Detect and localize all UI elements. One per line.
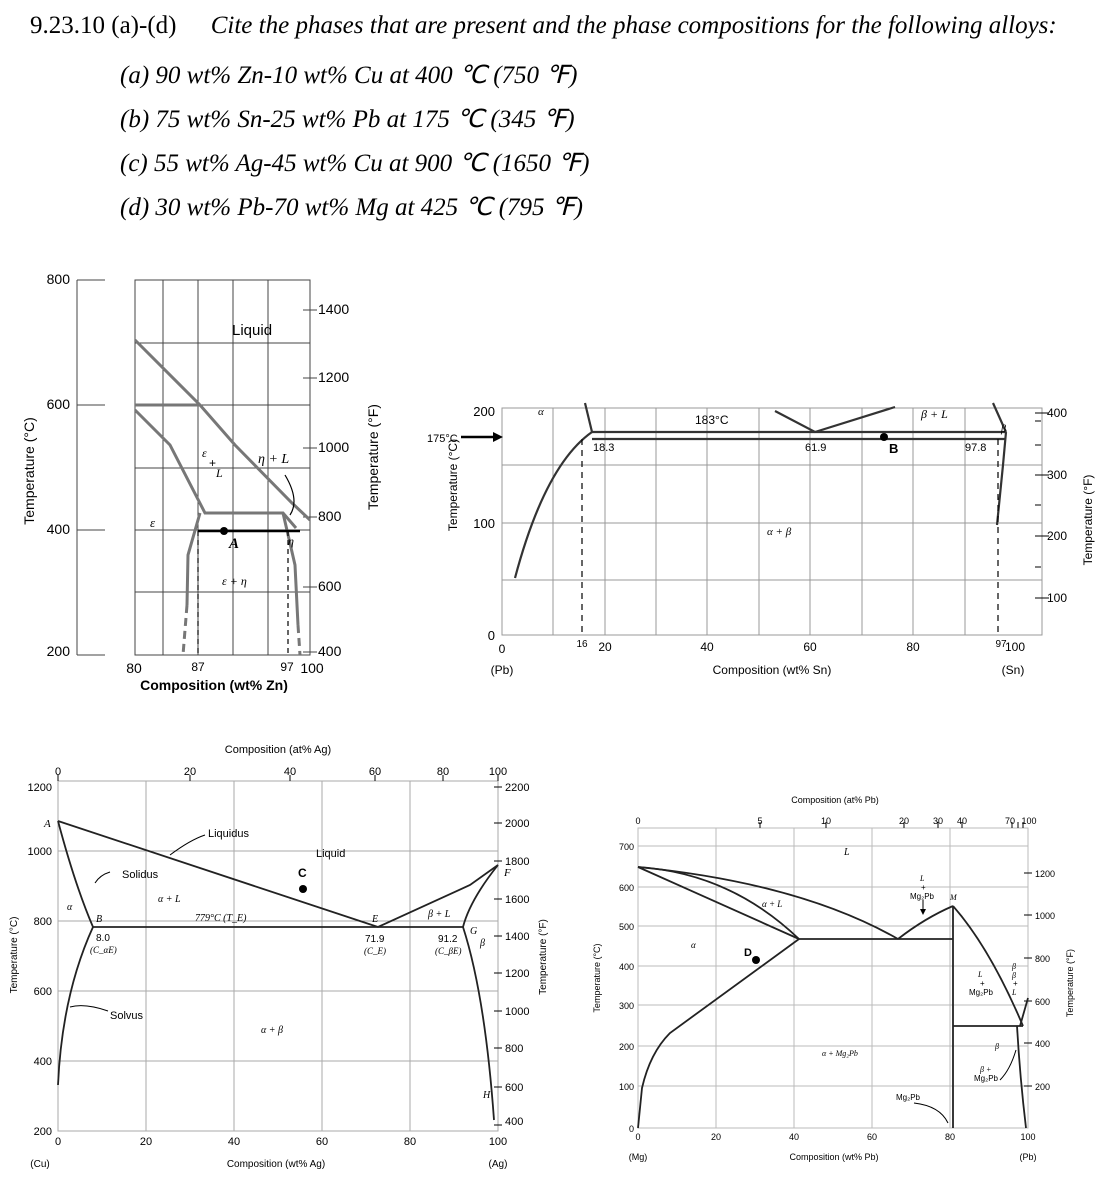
a-ftick-600: 600	[318, 578, 342, 594]
c-ytick-800: 800	[33, 916, 52, 928]
b-xtick-16: 16	[576, 639, 588, 650]
c-alpha: α	[67, 902, 73, 913]
a-plus: +	[209, 456, 217, 470]
c-beta-L: β + L	[428, 909, 451, 920]
b-ytick-100: 100	[473, 516, 495, 531]
b-beta: β	[1001, 424, 1006, 435]
c-alpha-beta: α + β	[261, 1025, 283, 1036]
diagram-d-mg-pb	[580, 788, 1104, 1180]
d-end-right: (Pb)	[1019, 1152, 1037, 1162]
d-xlabel: Composition (wt% Pb)	[789, 1152, 879, 1162]
d-ftick-1200: 1200	[1035, 869, 1056, 879]
a-xlabel: Composition (wt% Zn)	[140, 677, 288, 693]
a-ytick-800: 800	[46, 271, 70, 287]
d-L-mg: L	[920, 874, 925, 883]
c-ytick-1000: 1000	[27, 846, 52, 858]
diagram-b-pb-sn	[425, 395, 1104, 695]
d-ylabel: Temperature (°C)	[592, 943, 602, 1013]
c-c2: 71.9	[365, 934, 385, 945]
c-ttick-100: 100	[488, 766, 508, 778]
c-end-left: (Cu)	[30, 1159, 50, 1170]
d-L: L	[844, 847, 850, 858]
b-end-right: (Sn)	[1001, 663, 1025, 677]
d-b-mg1: β +	[980, 1065, 992, 1074]
a-xtick-100: 100	[300, 660, 324, 676]
d-ttick-100: 100	[1021, 816, 1037, 826]
a-xtick-97: 97	[280, 660, 294, 674]
d-xtick-80: 80	[944, 1132, 956, 1142]
b-ftick-400: 400	[1047, 406, 1068, 420]
a-ylabel: Temperature (°C)	[21, 417, 37, 525]
c-ftick-1400: 1400	[505, 931, 530, 943]
d-ytick-500: 500	[618, 922, 634, 932]
d-L-mg2: +	[921, 883, 926, 892]
c-ftick-1000: 1000	[505, 1006, 530, 1018]
b-arrow-label: 175°C	[427, 433, 458, 445]
d-ytick-100: 100	[618, 1082, 634, 1092]
a-liquid: Liquid	[232, 322, 273, 339]
question-number: 9.23.10 (a)-(d)	[30, 12, 177, 39]
c-ytick-600: 600	[33, 986, 52, 998]
c-G: G	[470, 926, 478, 937]
b-ylabel-f: Temperature (°F)	[1081, 474, 1095, 566]
c-xtick-60: 60	[315, 1136, 329, 1148]
d-ttick-0: 0	[635, 816, 641, 826]
a-ytick-200: 200	[46, 643, 70, 659]
a-eps: ε	[202, 446, 207, 460]
d-ytick-200: 200	[618, 1042, 634, 1052]
d-ftick-800: 800	[1035, 954, 1051, 964]
c-c2s: (C_E)	[364, 946, 386, 956]
b-xtick-20: 20	[598, 640, 612, 654]
a-eps-eta: ε + η	[222, 574, 247, 588]
d-M: M	[950, 893, 957, 902]
b-xlabel: Composition (wt% Sn)	[712, 663, 832, 677]
c-ttick-0: 0	[54, 766, 62, 778]
b-ftick-300: 300	[1047, 468, 1068, 482]
d-xtick-60: 60	[866, 1132, 878, 1142]
part-c: (c) 55 wt% Ag-45 wt% Cu at 900 ℃ (1650 ℉)	[120, 150, 590, 177]
d-bL2: +	[1013, 979, 1018, 988]
c-ftick-2200: 2200	[505, 782, 530, 794]
c-xtick-100: 100	[488, 1136, 508, 1148]
b-end-left: (Pb)	[490, 663, 514, 677]
a-eps2: ε	[150, 515, 156, 530]
d-xtick-40: 40	[788, 1132, 800, 1142]
d-L-mg3: Mg₂Pb	[910, 892, 935, 901]
c-xlabel: Composition (wt% Ag)	[226, 1159, 326, 1170]
d-ytick-700: 700	[618, 842, 634, 852]
d-beta2: β	[995, 1042, 999, 1051]
c-beta: β	[480, 938, 485, 949]
c-c3s: (C_βE)	[435, 946, 462, 956]
b-ftick-200: 200	[1047, 529, 1068, 543]
b-xtick-97: 97	[995, 639, 1007, 650]
c-xtick-40: 40	[227, 1136, 241, 1148]
d-ttick-70: 70	[1004, 816, 1016, 826]
b-c1: 18.3	[593, 442, 615, 454]
c-ylabel: Temperature (°C)	[9, 916, 20, 994]
b-ftick-100: 100	[1047, 591, 1068, 605]
d-bL1: β	[1012, 971, 1016, 980]
d-ftick-400: 400	[1035, 1039, 1051, 1049]
a-point-label: A	[229, 536, 240, 552]
a-ytick-600: 600	[46, 396, 70, 412]
c-ytick-1200: 1200	[27, 782, 52, 794]
c-ftick-1800: 1800	[505, 856, 530, 868]
d-end-left: (Mg)	[628, 1152, 648, 1162]
c-solvus: Solvus	[110, 1010, 144, 1022]
d-a-mg: α + Mg₂Pb	[822, 1049, 858, 1058]
d-ftick-600: 600	[1035, 997, 1051, 1007]
c-xtick-0: 0	[54, 1136, 62, 1148]
c-point-label: C	[298, 866, 307, 880]
b-c2: 61.9	[805, 442, 827, 454]
b-alpha-beta: α + β	[767, 526, 792, 538]
b-point-label: B	[889, 441, 899, 456]
part-a: (a) 90 wt% Zn-10 wt% Cu at 400 ℃ (750 ℉)	[120, 62, 578, 89]
d-ftick-200: 200	[1035, 1082, 1051, 1092]
c-F: F	[504, 867, 511, 879]
c-H: H	[483, 1090, 491, 1101]
a-xtick-87: 87	[191, 660, 205, 674]
d-ttick-40: 40	[956, 816, 968, 826]
b-beta-L: β + L	[921, 407, 948, 421]
diagram-a-cu-zn	[0, 265, 400, 705]
c-ttick-80: 80	[436, 766, 450, 778]
d-b-mg2: Mg₂Pb	[974, 1074, 999, 1083]
d-alpha: α	[691, 940, 696, 950]
question-header	[30, 12, 1057, 40]
b-xtick-60: 60	[803, 640, 817, 654]
c-ttick-20: 20	[183, 766, 197, 778]
c-liquid: Liquid	[316, 848, 346, 860]
c-xtick-20: 20	[139, 1136, 153, 1148]
c-ftick-1200: 1200	[505, 968, 530, 980]
c-alpha-L: α + L	[158, 894, 181, 905]
a-eta-L: η + L	[258, 452, 290, 467]
c-ytick-200: 200	[33, 1126, 52, 1138]
d-xtick-0: 0	[635, 1132, 641, 1142]
c-ftick-400: 400	[505, 1116, 524, 1128]
d-xtick-20: 20	[710, 1132, 722, 1142]
c-top-label: Composition (at% Ag)	[224, 744, 332, 756]
d-ttick-30: 30	[932, 816, 944, 826]
b-xtick-100: 100	[1004, 640, 1026, 654]
d-point-label: D	[744, 947, 752, 959]
d-alpha-L: α + L	[762, 899, 783, 909]
c-ylabel-f: Temperature (°F)	[538, 919, 549, 995]
c-ftick-1600: 1600	[505, 894, 530, 906]
a-ytick-400: 400	[46, 521, 70, 537]
c-end-right: (Ag)	[488, 1159, 508, 1170]
c-c1: 8.0	[96, 933, 110, 944]
d-Lp2: +	[980, 979, 985, 988]
a-ftick-1200: 1200	[318, 369, 350, 385]
b-alpha: α	[538, 406, 544, 418]
c-ytick-400: 400	[33, 1056, 52, 1068]
b-ylabel: Temperature (°C)	[446, 438, 460, 532]
b-c3: 97.8	[965, 442, 987, 454]
d-ttick-10: 10	[820, 816, 832, 826]
a-ftick-800: 800	[318, 508, 342, 524]
c-liquidus: Liquidus	[208, 828, 249, 840]
b-ytick-200: 200	[473, 404, 495, 419]
d-bL3: L	[1012, 988, 1017, 997]
a-ftick-1400: 1400	[318, 301, 350, 317]
c-ttick-40: 40	[283, 766, 297, 778]
part-b: (b) 75 wt% Sn-25 wt% Pb at 175 ℃ (345 ℉)	[120, 106, 575, 133]
c-c1s: (C_αE)	[90, 945, 117, 955]
b-ytick-0: 0	[487, 628, 495, 643]
d-Lp3: Mg₂Pb	[969, 988, 994, 997]
a-xtick-80: 80	[126, 660, 142, 676]
d-Lp: L	[978, 970, 983, 979]
b-xtick-80: 80	[906, 640, 920, 654]
d-ytick-600: 600	[618, 883, 634, 893]
c-E: E	[372, 914, 379, 925]
c-eut: 779°C (T_E)	[195, 913, 247, 924]
d-ftick-1000: 1000	[1035, 911, 1056, 921]
d-top-label: Composition (at% Pb)	[791, 795, 879, 805]
c-solidus: Solidus	[122, 869, 159, 881]
b-xtick-0: 0	[498, 642, 506, 656]
d-ytick-300: 300	[618, 1001, 634, 1011]
d-mg2pb: Mg₂Pb	[896, 1093, 921, 1102]
b-eutectic: 183°C	[695, 413, 729, 427]
diagram-c-cu-ag	[0, 735, 560, 1180]
c-A: A	[44, 818, 51, 830]
a-ftick-400: 400	[318, 643, 342, 659]
c-c3: 91.2	[438, 934, 458, 945]
a-L: L	[216, 466, 223, 480]
d-ytick-400: 400	[618, 962, 634, 972]
d-ylabel-f: Temperature (°F)	[1065, 948, 1075, 1018]
a-ylabel-f: Temperature (°F)	[365, 404, 381, 510]
c-ttick-60: 60	[368, 766, 382, 778]
d-ttick-5: 5	[757, 816, 763, 826]
c-B: B	[96, 914, 103, 925]
d-ytick-0: 0	[628, 1124, 634, 1134]
c-ftick-600: 600	[505, 1082, 524, 1094]
a-ftick-1000: 1000	[318, 439, 350, 455]
question-text: Cite the phases that are present and the phase compositions for the following alloys:	[210, 12, 1057, 39]
b-xtick-40: 40	[700, 640, 714, 654]
c-xtick-80: 80	[403, 1136, 417, 1148]
d-ttick-20: 20	[898, 816, 910, 826]
d-xtick-100: 100	[1020, 1132, 1036, 1142]
a-eta: η	[288, 534, 294, 548]
part-d: (d) 30 wt% Pb-70 wt% Mg at 425 ℃ (795 ℉)	[120, 194, 583, 221]
c-ftick-800: 800	[505, 1043, 524, 1055]
c-ftick-2000: 2000	[505, 818, 530, 830]
d-beta: β	[1012, 962, 1016, 971]
